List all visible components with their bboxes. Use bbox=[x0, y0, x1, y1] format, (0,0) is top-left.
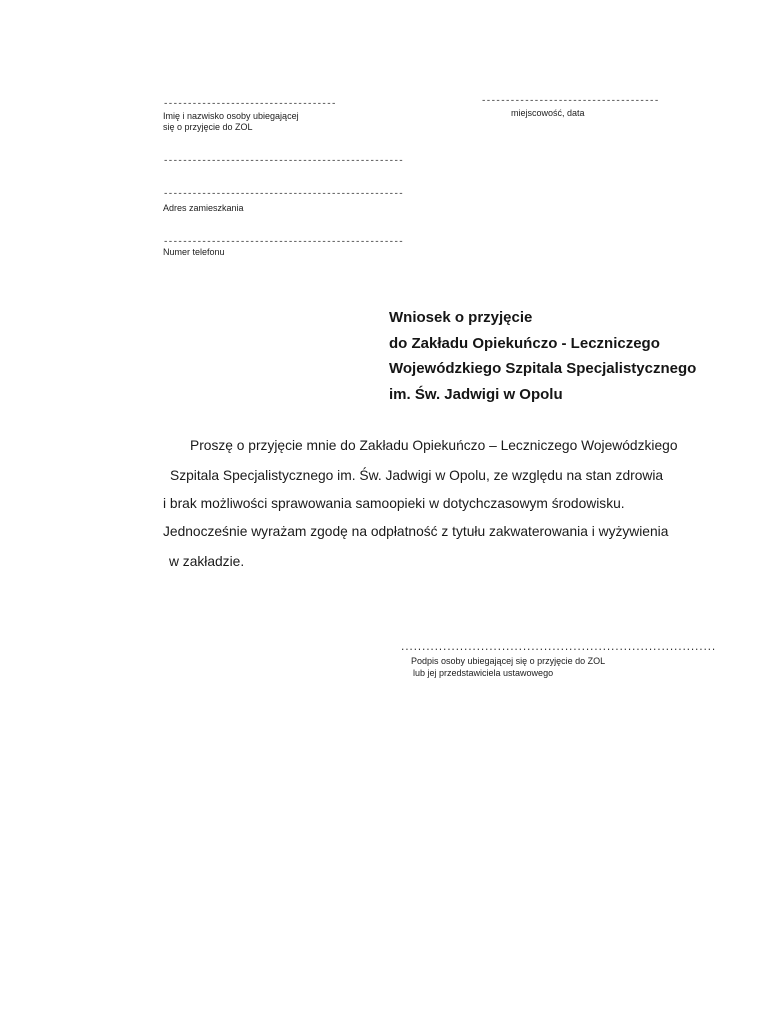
body-line: i brak możliwości sprawowania samoopieki w dotychczasowym środowisku. bbox=[163, 496, 625, 511]
body-line: w zakładzie. bbox=[169, 554, 245, 569]
document-title bbox=[389, 305, 696, 407]
signature-label: Podpis osoby ubiegającej się o przyjęcie do ZOL bbox=[411, 656, 606, 666]
body-line: Jednocześnie wyrażam zgodę na odpłatność z tytułu zakwaterowania i wyżywienia bbox=[163, 524, 669, 539]
body-line: Szpitala Specjalistycznego im. Św. Jadwigi w Opolu, ze względu na stan zdrowia bbox=[170, 468, 664, 483]
applicant-name-label-continued: się o przyjęcie do ZOL bbox=[163, 122, 253, 132]
address-line-1: -------------------------------------------------- bbox=[163, 156, 404, 166]
phone-label: Numer telefonu bbox=[163, 247, 225, 257]
place-date-line: ------------------------------------- bbox=[481, 96, 659, 106]
title-line: Wniosek o przyjęcie bbox=[389, 309, 533, 326]
applicant-name-label: Imię i nazwisko osoby ubiegającej bbox=[163, 111, 299, 121]
signature-line: ........................................................................... bbox=[400, 643, 716, 653]
title-line: Wojewódzkiego Szpitala Specjalistycznego bbox=[389, 360, 697, 377]
title-line: im. Św. Jadwigi w Opolu bbox=[389, 385, 563, 403]
body-line: Proszę o przyjęcie mnie do Zakładu Opiekuńczo – Leczniczego Wojewódzkiego bbox=[190, 438, 678, 453]
place-date-label: miejscowość, data bbox=[511, 108, 585, 118]
signature-label-continued: lub jej przedstawiciela ustawowego bbox=[413, 668, 554, 678]
address-label: Adres zamieszkania bbox=[163, 203, 244, 213]
address-line-2: -------------------------------------------------- bbox=[163, 189, 404, 199]
phone-line: -------------------------------------------------- bbox=[163, 237, 404, 247]
title-line: do Zakładu Opiekuńczo - Leczniczego bbox=[389, 334, 660, 352]
applicant-name-line: ------------------------------------ bbox=[163, 99, 336, 109]
